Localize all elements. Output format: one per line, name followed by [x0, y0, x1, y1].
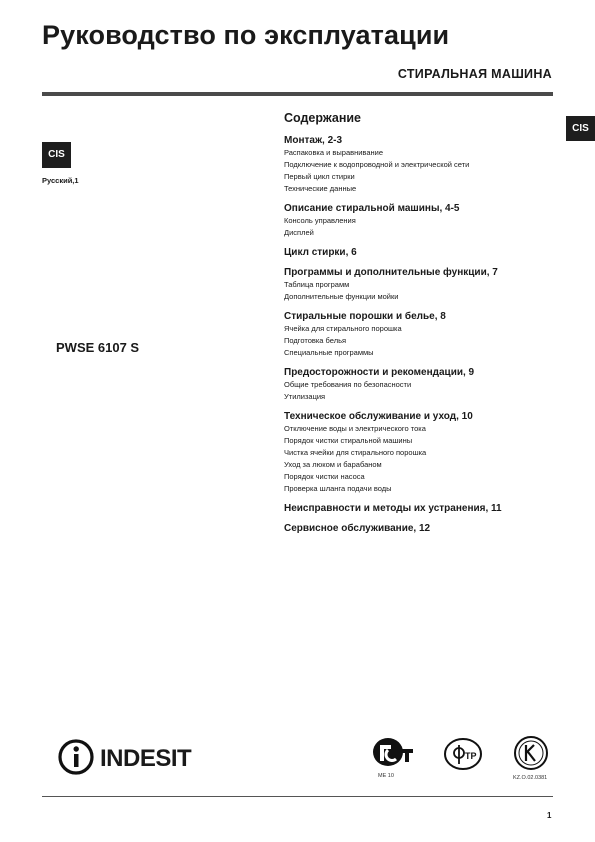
- indesit-emblem-icon: [57, 738, 97, 778]
- toc-entry[interactable]: Утилизация: [284, 392, 326, 401]
- toc-entry[interactable]: Порядок чистки стиральной машины: [284, 436, 413, 445]
- toc-entry[interactable]: Подготовка белья: [284, 336, 347, 345]
- toc-section-title[interactable]: Программы и дополнительные функции, 7: [284, 267, 498, 278]
- toc-entry[interactable]: Первый цикл стирки: [284, 172, 355, 181]
- toc-section: [284, 503, 554, 515]
- toc-section: [284, 367, 554, 403]
- toc-section: [284, 247, 554, 259]
- toc-entry[interactable]: Специальные программы: [284, 348, 374, 357]
- toc-section-title[interactable]: Техническое обслуживание и уход, 10: [284, 411, 473, 422]
- kz-certification-mark: [513, 735, 549, 781]
- toc-section: [284, 411, 554, 495]
- toc-entry[interactable]: Консоль управления: [284, 216, 356, 225]
- edge-region-tab: CIS: [566, 116, 595, 141]
- toc-section: [284, 311, 554, 359]
- toc-entry[interactable]: Отключение воды и электрического тока: [284, 424, 426, 433]
- indesit-logo: [57, 738, 192, 778]
- cert-code-label: KZ.O.02.0381: [513, 775, 548, 781]
- toc-section-title[interactable]: Цикл стирки, 6: [284, 247, 357, 258]
- toc-section: [284, 523, 554, 535]
- brand-wordmark: INDESIT: [100, 745, 192, 772]
- pct-mark-icon: [372, 737, 416, 771]
- model-number: PWSE 6107 S: [56, 340, 140, 355]
- document-title: Руководство по эксплуатации: [42, 20, 450, 50]
- toc-section-title[interactable]: Описание стиральной машины, 4-5: [284, 203, 460, 214]
- toc-heading: Содержание: [284, 111, 362, 125]
- toc-entry[interactable]: Уход за люком и барабаном: [284, 460, 382, 469]
- page-number: 1: [547, 811, 552, 820]
- cert-code-label: ME 10: [378, 773, 394, 779]
- toc-section-list: [284, 135, 554, 535]
- toc-entry[interactable]: Технические данные: [284, 184, 357, 193]
- toc-section-title[interactable]: Стиральные порошки и белье, 8: [284, 311, 446, 322]
- toc-entry[interactable]: Общие требования по безопасности: [284, 380, 412, 389]
- toc-entry[interactable]: Таблица программ: [284, 280, 350, 289]
- toc-entry[interactable]: Распаковка и выравнивание: [284, 148, 384, 157]
- toc-section-title[interactable]: Предосторожности и рекомендации, 9: [284, 367, 475, 378]
- eac-tr-certification-mark: [443, 737, 483, 776]
- toc-section-title[interactable]: Неисправности и методы их устранения, 11: [284, 503, 502, 514]
- toc-section-title[interactable]: Сервисное обслуживание, 12: [284, 523, 431, 534]
- svg-text:TP: TP: [465, 751, 477, 761]
- toc-entry[interactable]: Порядок чистки насоса: [284, 472, 365, 481]
- header-divider: [42, 92, 553, 96]
- pct-certification-mark: [372, 737, 416, 779]
- table-of-contents: [284, 111, 554, 543]
- language-region-badge: CIS: [42, 142, 71, 168]
- toc-entry[interactable]: Ячейка для стирального порошка: [284, 324, 402, 333]
- document-subtitle: СТИРАЛЬНАЯ МАШИНА: [397, 67, 552, 81]
- toc-entry[interactable]: Проверка шланга подачи воды: [284, 484, 392, 493]
- toc-entry[interactable]: Чистка ячейки для стирального порошка: [284, 448, 427, 457]
- toc-entry[interactable]: Подключение к водопроводной и электрической сети: [284, 160, 470, 169]
- language-index-link[interactable]: Русский,1: [42, 176, 79, 185]
- footer-divider: [42, 796, 553, 797]
- tr-mark-icon: [443, 737, 483, 771]
- kz-mark-icon: [513, 735, 549, 771]
- toc-section-title[interactable]: Монтаж, 2-3: [284, 135, 343, 146]
- toc-entry[interactable]: Дисплей: [284, 228, 314, 237]
- toc-section: [284, 267, 554, 303]
- toc-entry[interactable]: Дополнительные функции мойки: [284, 292, 399, 301]
- toc-section: [284, 135, 554, 195]
- toc-section: [284, 203, 554, 239]
